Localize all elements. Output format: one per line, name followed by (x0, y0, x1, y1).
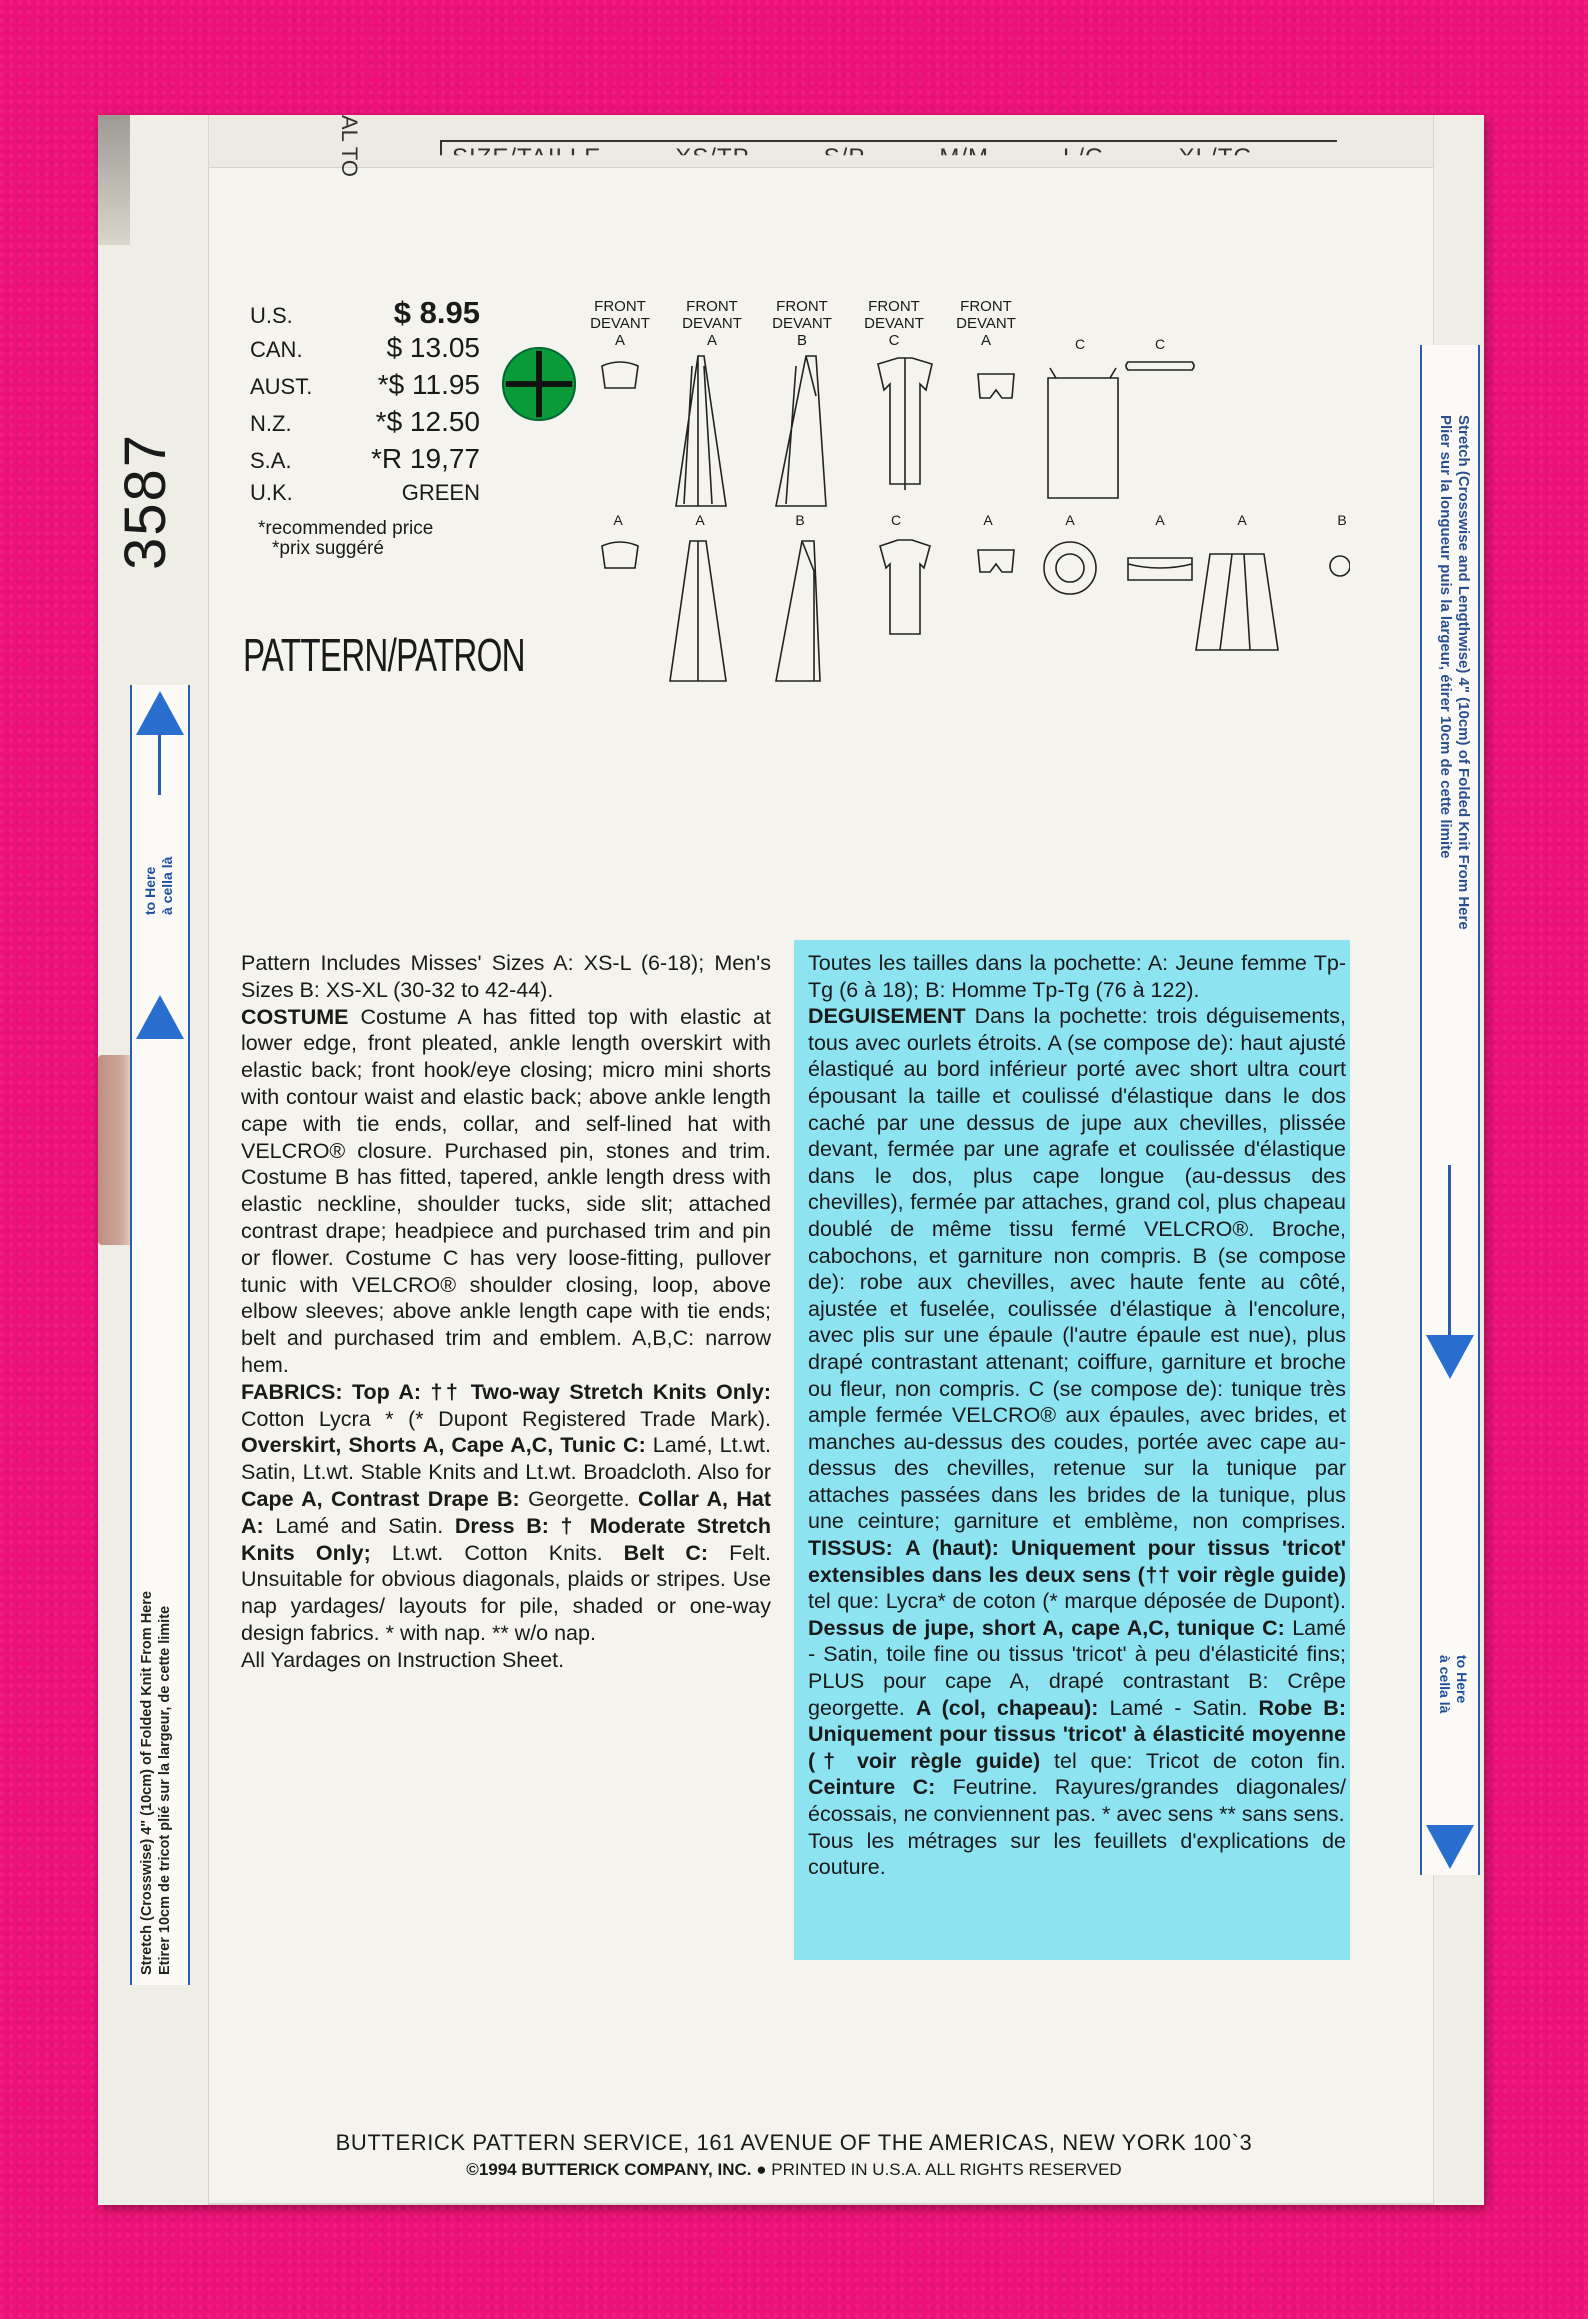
sketch-header: FRONT DEVANT B (772, 298, 832, 349)
arrow-up-icon (136, 691, 184, 735)
tunic-sketch (878, 358, 932, 490)
pattern-number: 3587 (113, 432, 178, 570)
sketch-label: B (795, 512, 805, 528)
strip-main-text: Stretch (Crosswise and Lengthwise) 4" (10cm) of Folded Knit From Here Plier sur la longueur puis la largeur, étirer 10cm de cette limite (1437, 415, 1472, 930)
stretch-gauge-right (1420, 345, 1480, 1875)
sketch-label: C (1154, 336, 1166, 352)
arrow-down-icon (1426, 1825, 1474, 1869)
gauge-line (1448, 1165, 1451, 1335)
sketch-label: C (1074, 336, 1086, 352)
strip-end-text: to Here à cella là (1437, 1655, 1470, 1714)
price-note: *recommended price *prix suggéré (258, 518, 434, 559)
top-sketch (602, 362, 638, 388)
french-description: Toutes les tailles dans la pochette: A: Jeune femme Tp-Tg (6 à 18); B: Homme Tp-Tg (76 à 122). DEGUISEMENT Dans la pochette: trois déguisements, tous avec ourlets étroits. A (se compose de): haut ajusté élastiqué au bord inférieur porté avec short ultra court épousant la taille et coulissé d'élastique dans le dos caché par une dessus de jupe aux chevilles, plissée devant, fermée par une agrafe et coulissée d'élastique dans le dos, plus cape longue (au-dessus des chevilles), fermée par attaches, grand col, plus chapeau doublé de même tissu fermé VELCRO®. Broche, cabochons, et garniture non compris. B (se compose de): robe aux chevilles, avec haute fente au côté, ajustée et fuselée, coulissée d'élastique à l'encolure, avec plis sur une épaule (l'autre épaule est nue), plus drapé contrastant attenant; coiffure, garniture et broche ou fleur, non compris. C (se compose de): tunique très ample fermée VELCRO® aux épaules, avec brides, et manches au-dessus des coudes, portée avec cape au-dessus des chevilles, retenue sur la tunique par attaches passées dans les brides de la tunique, plus une ceinture; garniture et emblème, non comprises. TISSUS: A (haut): Uniquement pour tissus 'tricot' extensibles dans les deux sens (†† voir règle guide) tel que: Lycra* de coton (* marque déposée de Dupont). Dessus de jupe, short A, cape A,C, tunique C: Lamé - Satin, toile fine ou tissus 'tricot' à peu d'élasticité fins; PLUS pour cape A, drapé contrastant B: Crêpe georgette. A (col, chapeau): Lamé - Satin. Robe B: Uniquement pour tissus 'tricot' à élasticité moyenne († voir règle guide) tel que: Tricot de coton fin. Ceinture C: Feutrine. Rayures/grandes diagonales/écossais, ne conviennent pas. * avec sens ** sans sens. Tous les métrages sur les feuillets d'explications de couture. (808, 951, 1346, 1880)
rotated-partial-text: AL TO (337, 115, 362, 177)
belt-sketch (1126, 362, 1194, 370)
price-row: CAN. $ 13.05 (250, 332, 480, 363)
sketch-header: FRONT DEVANT C (864, 298, 924, 349)
copyright-line: ©1994 BUTTERICK COMPANY, INC. ● PRINTED IN U.S.A. ALL RIGHTS RESERVED (466, 2160, 1122, 2179)
arrow-up-icon (136, 995, 184, 1039)
gauge-line (158, 735, 161, 795)
sketch-header: FRONT DEVANT A (956, 298, 1016, 349)
sketch-label: A (983, 512, 993, 528)
stretch-gauge-left (130, 685, 190, 1985)
sketch-label: A (695, 512, 705, 528)
sketch-label: C (890, 512, 902, 528)
strip-end-text: to Here à cella là (142, 856, 175, 915)
line-drawings (580, 296, 1350, 696)
strip-main-text: Stretch (Crosswise) 4" (10cm) of Folded Knit From Here Etirer 10cm de tricot plié sur la largeur, de cette limite (139, 1591, 173, 1975)
price-row: U.K. GREEN (250, 480, 480, 505)
sketch-label: A (1155, 512, 1165, 528)
pattern-title: PATTERN/PATRON (243, 629, 525, 681)
arrow-down-icon (1426, 1335, 1474, 1379)
corner-shadow (98, 115, 130, 245)
publisher-address: BUTTERICK PATTERN SERVICE, 161 AVENUE OF THE AMERICAS, NEW YORK 100`3 (335, 2130, 1253, 2155)
cape-c-sketch (1048, 368, 1118, 498)
sketch-header: FRONT DEVANT A (590, 298, 650, 349)
sketch-label: A (1237, 512, 1247, 528)
sketch-label: A (1065, 512, 1075, 528)
sketch-label: B (1337, 512, 1347, 528)
drape-dress-sketch (776, 356, 826, 506)
english-description: Pattern Includes Misses' Sizes A: XS-L (6-18); Men's Sizes B: XS-XL (30-32 to 42-44). COSTUME Costume A has fitted top with elastic at lower edge, front pleated, ankle length overskirt with elastic back; front hook/eye closing; micro mini shorts with contour waist and elastic back; above ankle length cape with tie ends, collar, and self-lined hat with VELCRO® closure. Purchased pin, stones and trim. Costume B has fitted, tapered, ankle length dress with elastic neckline, shoulder tucks, side slit; attached contrast drape; headpiece and purchased trim and pin or flower. Costume C has very loose-fitting, pullover tunic with VELCRO® shoulder closing, loop, above elbow sleeves; above ankle length cape with tie ends; belt and purchased trim and emblem. A,B,C: narrow hem. FABRICS: Top A: †† Two-way Stretch Knits Only: Cotton Lycra * (* Dupont Registered Trade Mark). Overskirt, Shorts A, Cape A,C, Tunic C: Lamé, Lt.wt. Satin, Lt.wt. Stable Knits and Lt.wt. Broadcloth. Also for Cape A, Contrast Drape B: Georgette. Collar A, Hat A: Lamé and Satin. Dress B: † Moderate Stretch Knits Only; Lt.wt. Cotton Knits. Belt C: Felt. Unsuitable for obvious diagonals, plaids or stripes. Use nap yardages/ layouts for pile, shaded or one-way design fabrics. * with nap. ** w/o nap. All Yardages on Instruction Sheet. (241, 951, 771, 1672)
cape-sketch (676, 356, 726, 506)
garment-sketches (580, 296, 1350, 696)
price-row: AUST. *$ 11.95 (250, 369, 480, 400)
price-block (250, 295, 480, 559)
sketch-label: A (613, 512, 623, 528)
green-cross-circle-icon (500, 345, 578, 423)
price-row: S.A. *R 19,77 (250, 443, 480, 474)
shorts-sketch (978, 374, 1014, 398)
price-row: N.Z. *$ 12.50 (250, 406, 480, 437)
price-row: U.S. $ 8.95 (250, 295, 480, 330)
sketch-header: FRONT DEVANT A (682, 298, 742, 349)
